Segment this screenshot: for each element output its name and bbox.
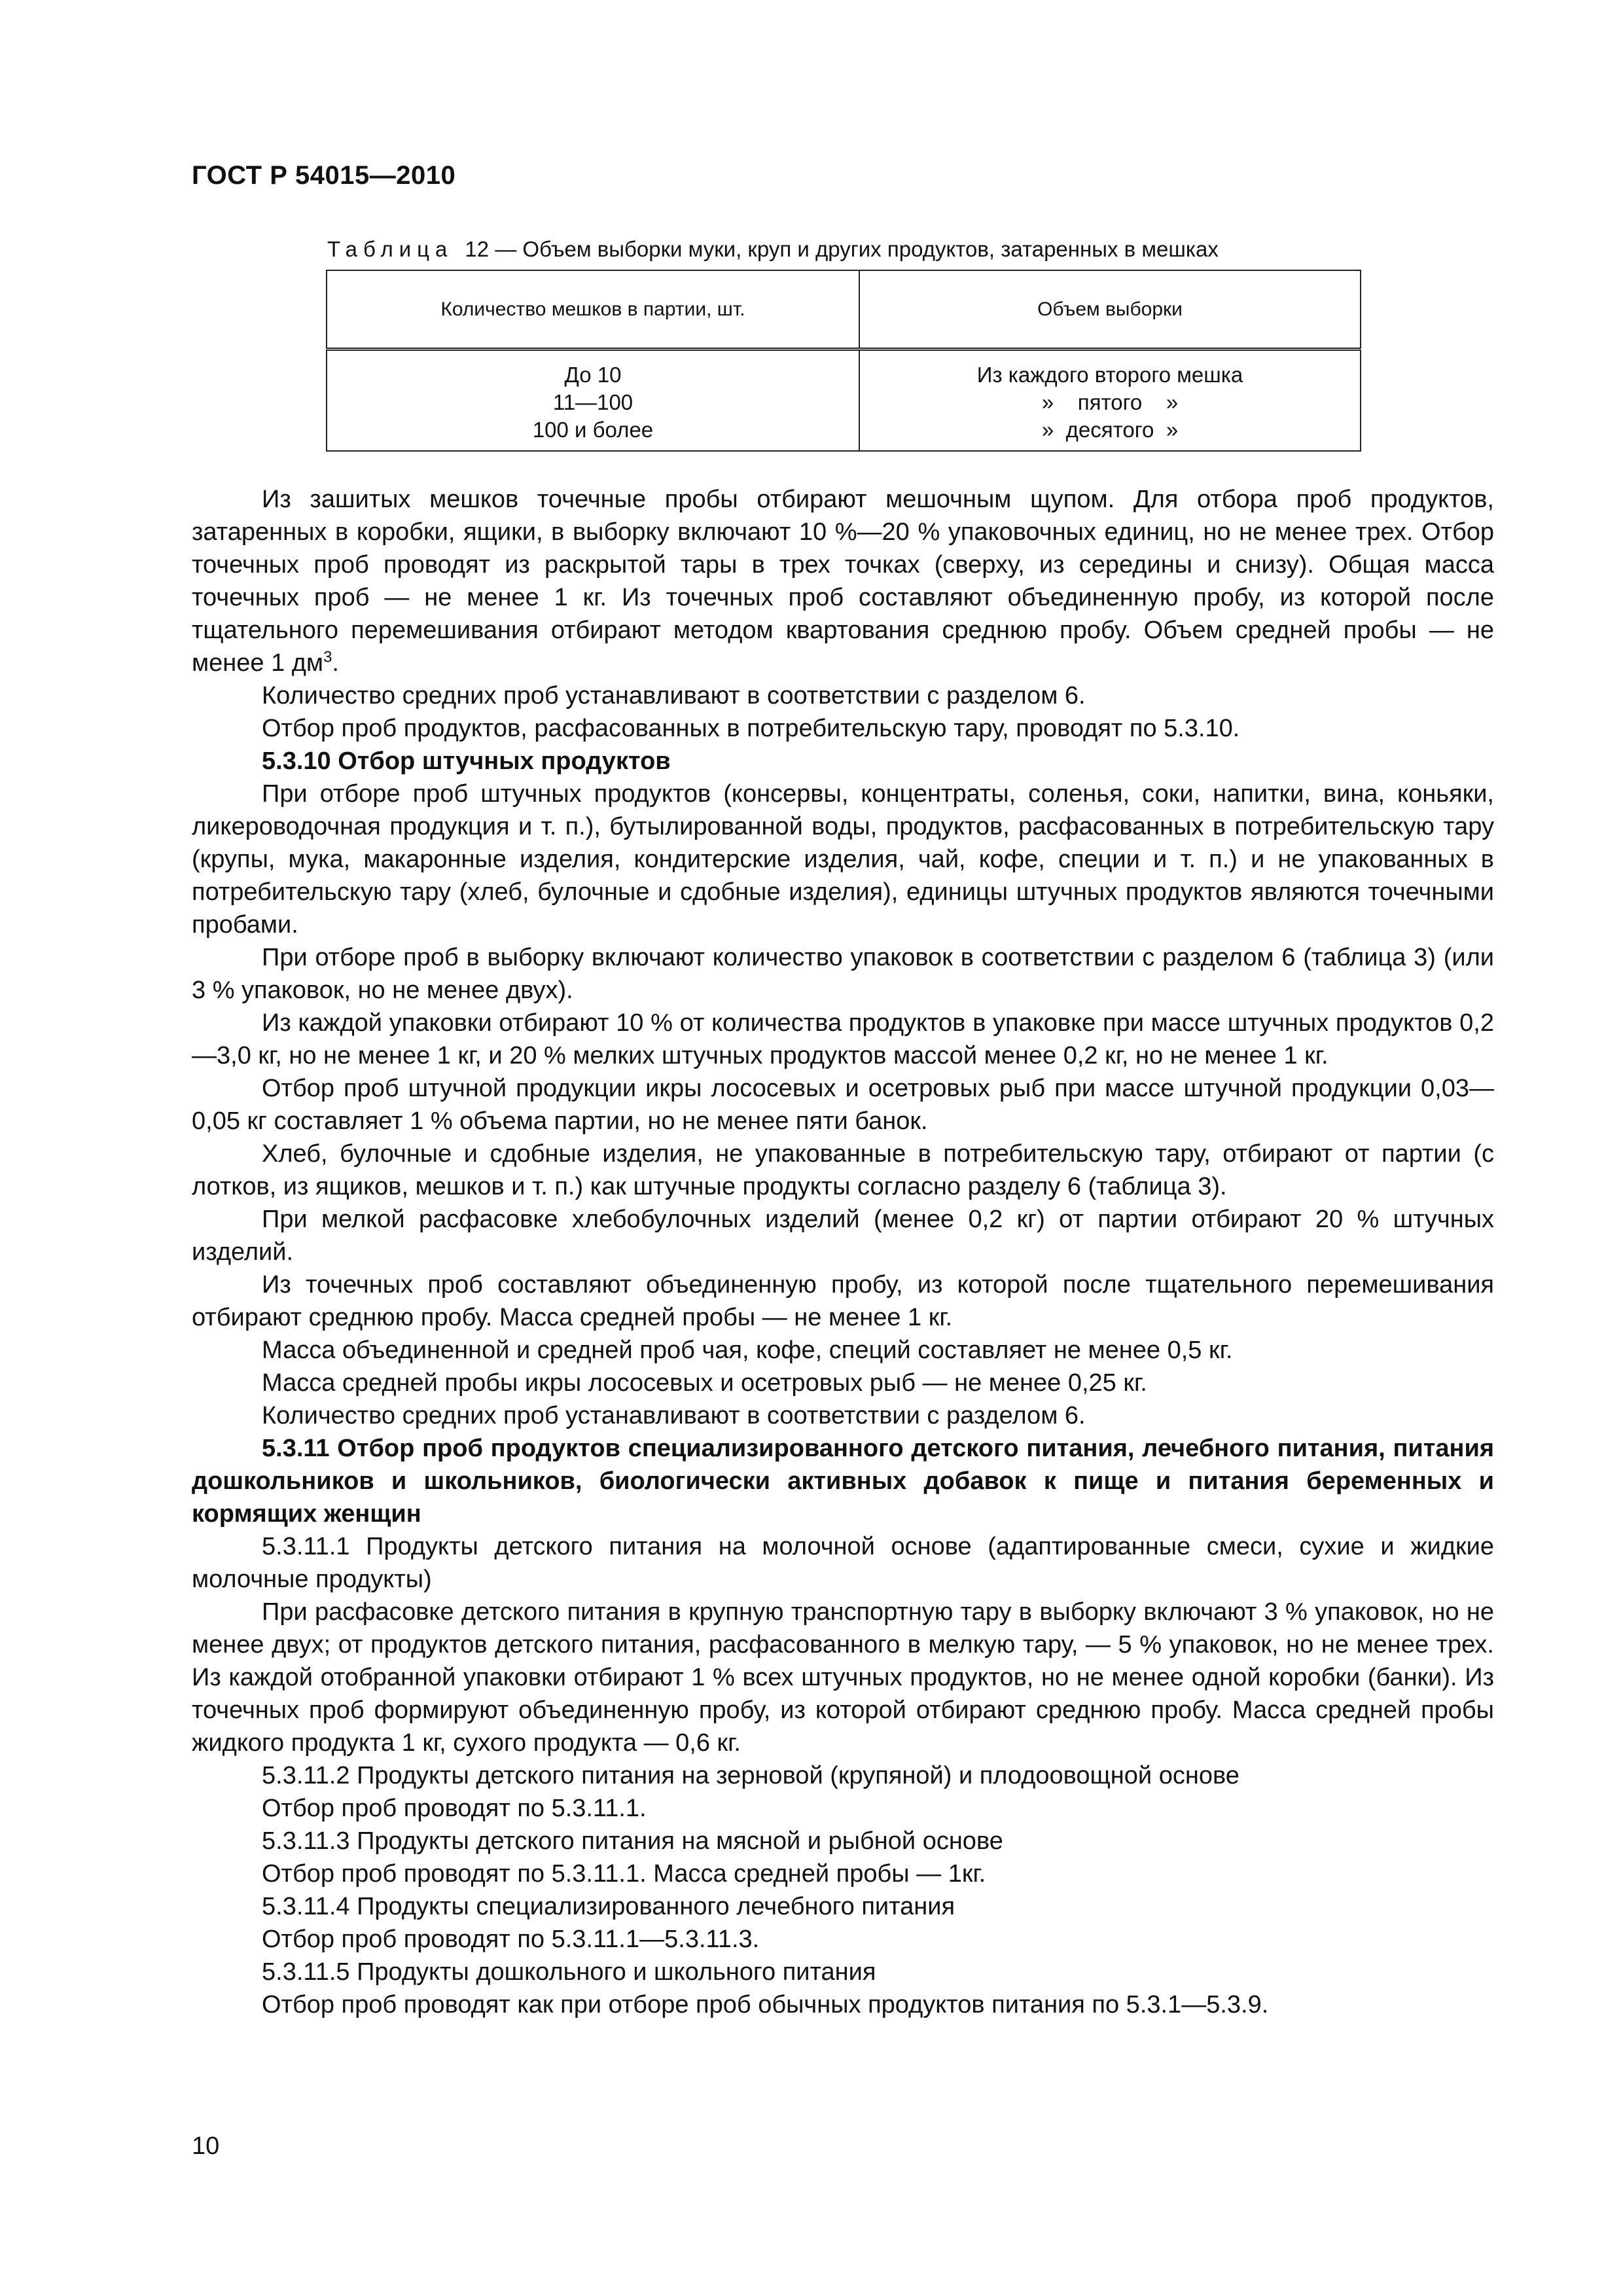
ditto-mark: » — [1166, 418, 1179, 442]
sample-size-table — [326, 270, 1361, 452]
quantity-value: До 10 — [564, 363, 622, 387]
paragraph: Количество средних проб устанавливают в соответствии с разделом 6. — [262, 1402, 1086, 1429]
table-caption-text: 12 — Объем выборки муки, круп и других продуктов, затаренных в мешках — [465, 237, 1219, 261]
table-cell-quantity — [327, 350, 859, 452]
paragraph: Из каждой упаковки отбирают 10 % от количества продуктов в упаковке при массе штучных продуктов 0,2—3,0 кг, но не менее 1 кг, и 20 % мелких штучных продуктов массой менее 0,2 кг, но не менее 1 кг. — [192, 1009, 1494, 1069]
paragraph: Из точечных проб составляют объединенную пробу, из которой после тщательного перемешивания отбирают среднюю пробу. Масса средней пробы — не менее 1 кг. — [192, 1271, 1494, 1331]
paragraph: Отбор проб проводят по 5.3.11.1. Масса средней пробы — 1кг. — [262, 1860, 986, 1888]
sample-value: десятого — [1065, 418, 1154, 442]
page-number: 10 — [192, 2132, 220, 2160]
quantity-value: 11—100 — [552, 390, 633, 414]
table-header-quantity: Количество мешков в партии, шт. — [327, 270, 859, 350]
section-heading-5-3-10: 5.3.10 Отбор штучных продуктов — [262, 747, 671, 775]
paragraph: Количество средних проб устанавливают в соответствии с разделом 6. — [262, 682, 1086, 709]
sample-value: Из каждого второго мешка — [976, 363, 1243, 387]
ditto-mark: » — [1041, 390, 1054, 414]
table-row — [327, 350, 1361, 452]
table-header-row — [327, 270, 1361, 350]
table-caption — [327, 237, 1219, 262]
paragraph: Масса объединенной и средней проб чая, кофе, специй составляет не менее 0,5 кг. — [262, 1336, 1233, 1364]
sample-ditto-row — [1038, 416, 1182, 444]
table-cell-sample — [859, 350, 1361, 452]
paragraph: 5.3.11.5 Продукты дошкольного и школьного питания — [262, 1958, 876, 1986]
paragraph: Хлеб, булочные и сдобные изделия, не упакованные в потребительскую тару, отбирают от партии (с лотков, из ящиков, мешков и т. п.) как штучные продукты согласно разделу 6 (таблица 3). — [192, 1140, 1494, 1200]
paragraph: Отбор проб проводят по 5.3.11.1—5.3.11.3. — [262, 1926, 760, 1953]
paragraph: Масса средней пробы икры лососевых и осетровых рыб — не менее 0,25 кг. — [262, 1369, 1147, 1397]
paragraph: Отбор проб штучной продукции икры лососевых и осетровых рыб при массе штучной продукции 0,03—0,05 кг составляет 1 % объема партии, но не менее пяти банок. — [192, 1075, 1494, 1135]
section-heading-5-3-11: 5.3.11 Отбор проб продуктов специализированного детского питания, лечебного питания, питания дошкольников и школьников, биологически активных добавок к пище и питания беременных и кормящих женщин — [192, 1435, 1494, 1528]
paragraph-text: Из зашитых мешков точечные пробы отбирают мешочным щупом. Для отбора проб продуктов, затаренных в коробки, ящики, в выборку включают 10 %—20 % упаковочных единиц, но не менее трех. Отбор точечных проб проводят из раскрытой тары в трех точках (сверху, из середины и снизу). Общая масса точечных проб — не менее 1 кг. Из точечных проб составляют объединенную пробу, из которой после тщательного перемешивания отбирают методом квартования среднюю пробу. Объем средней пробы — не менее 1 дм — [192, 486, 1494, 677]
paragraph: Отбор проб проводят по 5.3.11.1. — [262, 1795, 647, 1822]
ditto-mark: » — [1166, 390, 1179, 414]
ditto-mark: » — [1041, 418, 1054, 442]
quantity-value: 100 и более — [532, 418, 654, 442]
paragraph — [192, 483, 1494, 679]
document-header: ГОСТ Р 54015—2010 — [192, 161, 456, 190]
paragraph: При расфасовке детского питания в крупную транспортную тару в выборку включают 3 % упаковок, но не менее двух; от продуктов детского питания, расфасованного в мелкую тару, — 5 % упаковок, но не менее трех. Из каждой отобранной упаковки отбирают 1 % всех штучных продуктов, но не менее одной коробки (банки). Из точечных проб формируют объединенную пробу, из которой отбирают среднюю пробу. Масса средней пробы жидкого продукта 1 кг, сухого продукта — 0,6 кг. — [192, 1598, 1494, 1757]
sample-ditto-row — [1038, 389, 1182, 416]
body-text — [192, 483, 1494, 2021]
paragraph: При отборе проб в выборку включают количество упаковок в соответствии с разделом 6 (таблица 3) (или 3 % упаковок, но не менее двух). — [192, 944, 1494, 1004]
paragraph: Отбор проб продуктов, расфасованных в потребительскую тару, проводят по 5.3.10. — [262, 715, 1240, 742]
paragraph-text: . — [332, 649, 339, 677]
table-caption-word: Таблица — [327, 237, 454, 261]
table-header-sample: Объем выборки — [859, 270, 1361, 350]
paragraph: Отбор проб проводят как при отборе проб обычных продуктов питания по 5.3.1—5.3.9. — [262, 1991, 1269, 2018]
paragraph: При отборе проб штучных продуктов (консервы, концентраты, соленья, соки, напитки, вина, коньяки, ликероводочная продукция и т. п.), бутылированной воды, продуктов, расфасованных в потребительскую тару (крупы, мука, макаронные изделия, кондитерские изделия, чай, кофе, специи и т. п.) и не упакованных в потребительскую тару (хлеб, булочные и сдобные изделия), единицы штучных продуктов являются точечными пробами. — [192, 780, 1494, 939]
paragraph: 5.3.11.4 Продукты специализированного лечебного питания — [262, 1893, 955, 1920]
paragraph: 5.3.11.2 Продукты детского питания на зерновой (крупяной) и плодоовощной основе — [262, 1762, 1240, 1789]
paragraph: При мелкой расфасовке хлебобулочных изделий (менее 0,2 кг) от партии отбирают 20 % штучных изделий. — [192, 1206, 1494, 1266]
paragraph: 5.3.11.1 Продукты детского питания на молочной основе (адаптированные смеси, сухие и жидкие молочные продукты) — [192, 1533, 1494, 1593]
sample-value: пятого — [1077, 390, 1143, 414]
superscript: 3 — [323, 648, 332, 666]
paragraph: 5.3.11.3 Продукты детского питания на мясной и рыбной основе — [262, 1827, 1003, 1855]
